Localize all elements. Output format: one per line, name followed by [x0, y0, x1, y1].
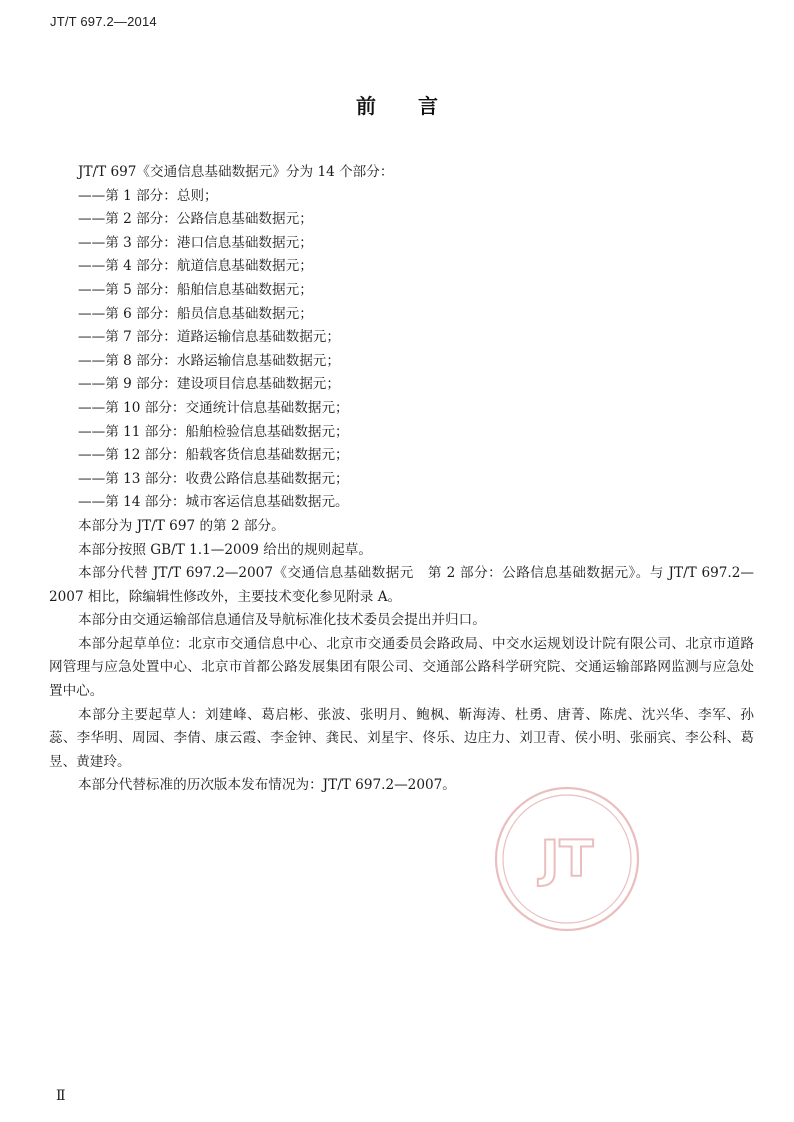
part-list-item: ——第 11 部分：船舶检验信息基础数据元； — [78, 423, 349, 440]
part-list-item: ——第 14 部分：城市客运信息基础数据元。 — [78, 494, 349, 511]
jt-watermark-stamp — [493, 785, 641, 933]
part-list-item: ——第 9 部分：建设项目信息基础数据元； — [78, 376, 340, 393]
part-list-item: ——第 8 部分：水路运输信息基础数据元； — [78, 352, 340, 369]
paragraph-drafting-units: 本部分起草单位：北京市交通信息中心、北京市交通委员会路政局、中交水运规划设计院有限公司、北京市道路网管理与应急处置中心、北京市首都公路发展集团有限公司、交通部公路科学研究院、交通运输部路网监测与应急处置中心。 — [49, 635, 754, 700]
paragraph-drafting-rules: 本部分按照 GB/T 1.1—2009 给出的规则起草。 — [78, 541, 372, 558]
part-list-item: ——第 13 部分：收费公路信息基础数据元； — [78, 470, 349, 487]
part-list-item: ——第 7 部分：道路运输信息基础数据元； — [78, 329, 340, 346]
part-list-item: ——第 2 部分：公路信息基础数据元； — [78, 211, 313, 228]
part-list-item: ——第 5 部分：船舶信息基础数据元； — [78, 281, 313, 298]
paragraph-part-number: 本部分为 JT/T 697 的第 2 部分。 — [78, 517, 285, 534]
paragraph-replacement: 本部分代替 JT/T 697.2—2007《交通信息基础数据元 第 2 部分：公路信息基础数据元》。与 JT/T 697.2—2007 相比，除编辑性修改外，主要技术变化参见附录 A。 — [49, 565, 754, 605]
title-char-2: 言 — [418, 94, 438, 118]
part-list-item: ——第 3 部分：港口信息基础数据元； — [78, 234, 313, 251]
part-list-item: ——第 6 部分：船员信息基础数据元； — [78, 305, 313, 322]
paragraph-version-history: 本部分代替标准的历次版本发布情况为：JT/T 697.2—2007。 — [78, 777, 456, 794]
page-title — [0, 90, 794, 119]
standard-code-header: JT/T 697.2—2014 — [50, 14, 157, 29]
part-list-item: ——第 4 部分：航道信息基础数据元； — [78, 258, 313, 275]
page-number: Ⅱ — [56, 1088, 66, 1104]
intro-line: JT/T 697《交通信息基础数据元》分为 14 个部分： — [78, 164, 394, 180]
paragraph-proposer: 本部分由交通运输部信息通信及导航标准化技术委员会提出并归口。 — [78, 612, 486, 629]
title-char-1: 前 — [356, 94, 376, 118]
stamp-text: JT — [540, 830, 594, 888]
foreword-body — [49, 161, 754, 798]
part-list-item: ——第 10 部分：交通统计信息基础数据元； — [78, 399, 349, 416]
part-list-item: ——第 1 部分：总则； — [78, 187, 218, 204]
paragraph-drafters: 本部分主要起草人：刘建峰、葛启彬、张波、张明月、鲍枫、靳海涛、杜勇、唐菁、陈虎、沈兴华、李军、孙蕊、李华明、周园、李倩、康云霞、李金钟、龚民、刘星宇、佟乐、边庄力、刘卫青、侯小明、张丽宾、李公科、葛昱、黄建玲。 — [49, 706, 754, 770]
part-list-item: ——第 12 部分：船载客货信息基础数据元； — [78, 447, 349, 464]
